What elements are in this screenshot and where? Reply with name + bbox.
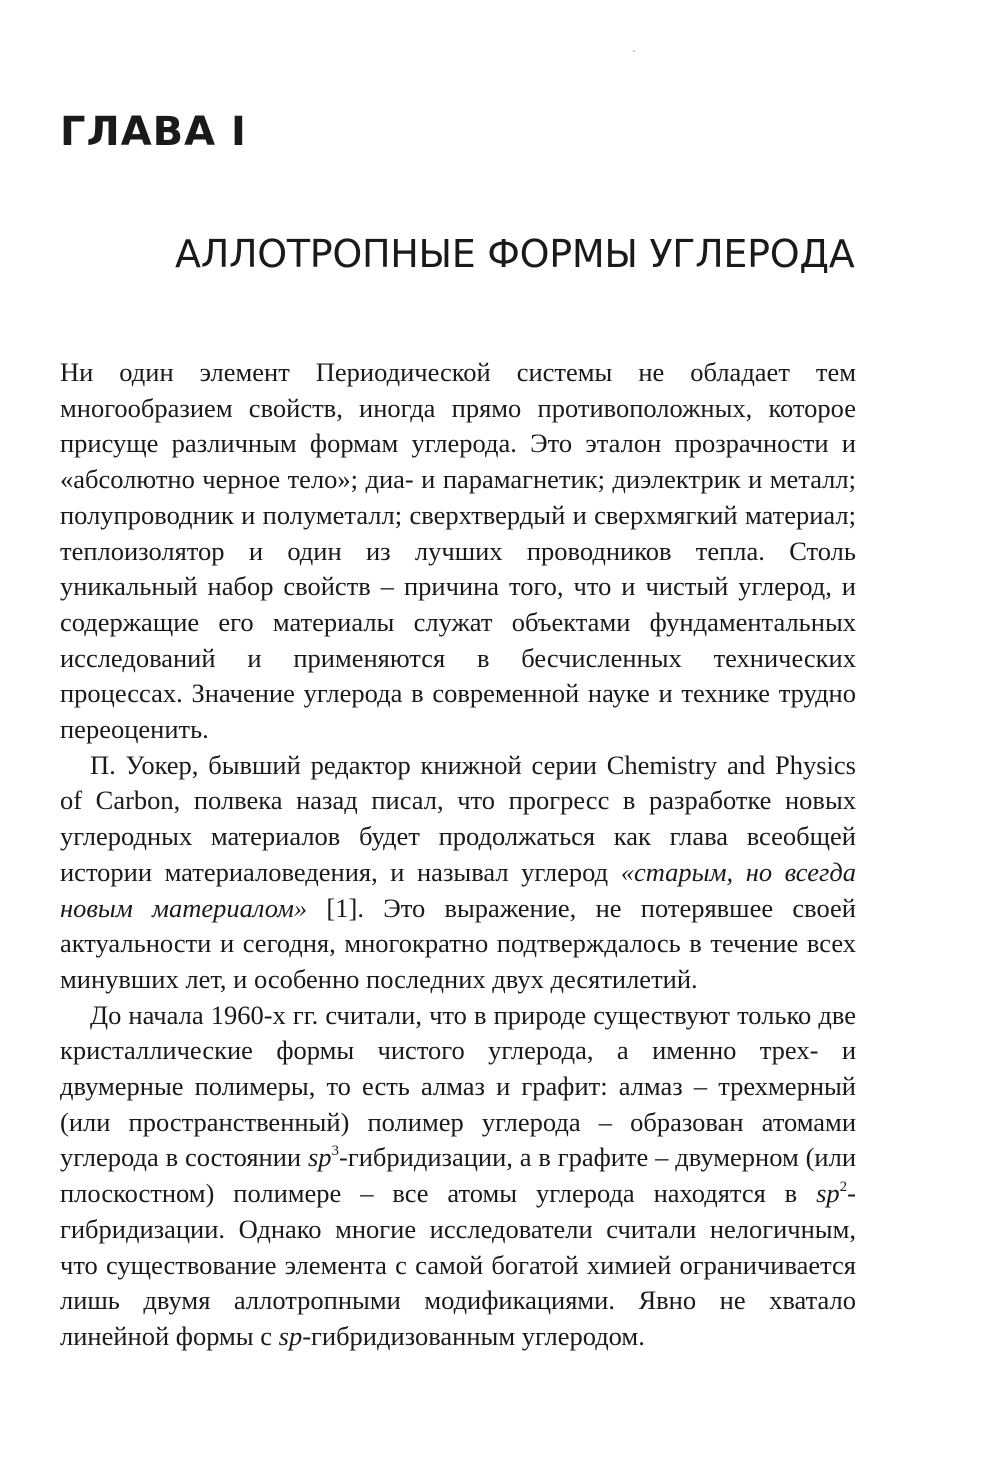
chapter-title: АЛЛОТРОПНЫЕ ФОРМЫ УГЛЕРОДА — [175, 232, 855, 276]
walker-quote: «старым, но всегда новым материалом» — [60, 856, 856, 923]
sp-term: sp — [816, 1178, 840, 1209]
paragraph-3-text-d: -гибридизованным углеродом. — [302, 1320, 645, 1351]
paragraph-1: Ни один элемент Периодической системы не обладает тем многообразием свойств, иногда прямо противоположных, которое присуще различным формам углерода. Это эталон прозрачности и «абсолютно черное тело»; диа- и парамагнетик; диэлектрик и металл; полупроводник и полуметалл; сверхтвердый и сверхмягкий материал; теплоизолятор и один из лучших проводников тепла. Столь уникальный набор свойств – причина того, что и чистый углерод, и содержащие его материалы служат объектами фундаментальных исследований и применяются в бесчисленных технических процессах. Значение углерода в современной науке и технике трудно переоценить. — [60, 357, 856, 745]
scan-speck — [633, 50, 635, 52]
paragraph-3 — [60, 998, 856, 1355]
chapter-body — [60, 355, 856, 1355]
paragraph-3-text-b: -гибридизации, а в графите – двумерном (или плоскостном) полимере – все атомы углерода находятся в — [60, 1142, 856, 1209]
paragraph-3-text-c: -гибридизации. Однако многие исследователи считали нелогичным, что существование элемента с самой богатой химией ограничивается лишь двумя аллотропными модификациями. Явно не хватало линейной формы с — [60, 1178, 856, 1351]
sp2-superscript: 2 — [839, 1179, 848, 1196]
paragraph-2-text-b: [1]. Это выражение, не потерявшее своей актуальности и сегодня, многократно подтверждалось в течение всех минувших лет, и особенно последних двух десятилетий. — [60, 892, 856, 994]
sp-term: sp — [278, 1320, 303, 1351]
sp-term: sp — [307, 1142, 332, 1173]
chapter-heading: ГЛАВА I — [60, 109, 247, 155]
paragraph-2 — [60, 748, 856, 998]
paragraph-3-text-a: До начала 1960-х гг. считали, что в природе существуют только две кристаллические формы чистого углерода, а именно трех- и двумерные полимеры, то есть алмаз и графит: алмаз – трехмерный (или пространственный) полимер углерода – образован атомами углерода в состоянии — [60, 999, 856, 1173]
paragraph-2-text-a: П. Уокер, бывший редактор книжной серии Chemistry and Physics of Carbon, полвека назад писал, что прогресс в разработке новых углеродных материалов будет продолжаться как глава всеобщей истории материаловедения, и называл углерод — [60, 749, 856, 887]
sp3-superscript: 3 — [331, 1143, 340, 1160]
